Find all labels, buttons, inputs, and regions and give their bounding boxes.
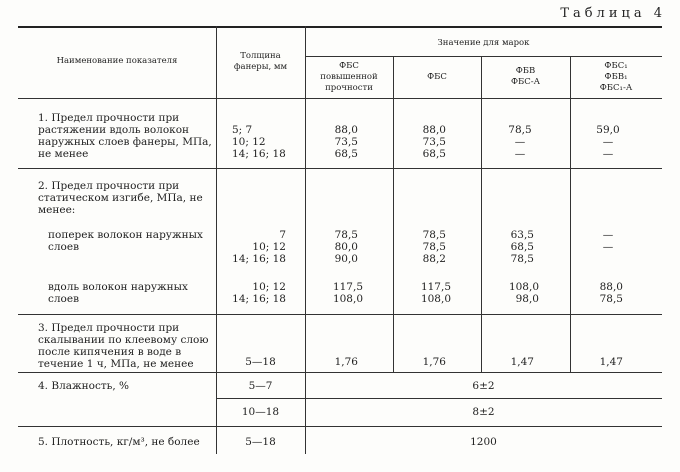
row1-value-brand1: 88,0 73,5 68,5 — [334, 124, 358, 160]
row2-sub1-value-brand2: 78,5 78,5 88,2 — [422, 229, 446, 265]
col-divider-brand3 — [481, 56, 482, 372]
header-brand-fbv: ФБВ ФБС-А — [510, 66, 541, 87]
row1-value-brand4: 59,0 — — — [596, 124, 620, 160]
row4-label: 4. Влажность, % — [38, 380, 130, 392]
col-divider-brand4 — [570, 56, 571, 372]
table-caption: Таблица 4 — [560, 6, 666, 21]
row1-thickness: 5; 7 10; 12 14; 16; 18 — [232, 124, 286, 160]
row5-label: 5. Плотность, кг/м³, не более — [38, 436, 200, 448]
header-thickness: Толщина фанеры, мм — [233, 51, 288, 72]
row2-sub2-value-brand3: 108,0 98,0 — [508, 281, 539, 305]
row2-sub2-label: вдоль волокон наружных слоев — [48, 281, 188, 305]
row3-value-brand4: 1,47 — [599, 356, 623, 368]
row2-label: 2. Предел прочности при статическом изгибе, МПа, не менее: — [38, 180, 203, 216]
row2-bottom-border — [18, 314, 662, 315]
row4-mid-border — [216, 398, 662, 399]
row3-value-brand3: 1,47 — [510, 356, 534, 368]
row4-bottom-border — [18, 426, 662, 427]
header-values-for: Значение для марок — [437, 38, 530, 48]
row2-sub1-value-brand3: 63,5 68,5 78,5 — [510, 229, 534, 265]
row2-sub1-label: поперек волокон наружных слоев — [48, 229, 203, 253]
row4-thickness-a: 5—7 — [248, 380, 273, 392]
row1-label: 1. Предел прочности при растяжении вдоль волокон наружных слоев фанеры, МПа, не менее — [38, 112, 212, 160]
row5-value: 1200 — [470, 436, 497, 448]
row3-thickness: 5—18 — [245, 356, 276, 368]
header-brand-fbs-high: ФБС повышенной прочности — [320, 61, 378, 93]
header-subdivider — [305, 56, 662, 57]
row2-sub2-value-brand4: 88,0 78,5 — [599, 281, 623, 305]
col-divider-brand2 — [393, 56, 394, 372]
row1-bottom-border — [18, 168, 662, 169]
row4-value-a: 6±2 — [472, 380, 495, 392]
row2-sub2-thickness: 10; 12 14; 16; 18 — [232, 281, 286, 305]
row2-sub2-value-brand2: 117,5 108,0 — [420, 281, 451, 305]
row2-sub2-value-brand1: 117,5 108,0 — [332, 281, 363, 305]
row1-value-brand2: 88,0 73,5 68,5 — [422, 124, 446, 160]
table-top-border — [18, 26, 662, 28]
row3-value-brand1: 1,76 — [334, 356, 358, 368]
row2-sub1-value-brand1: 78,5 80,0 90,0 — [334, 229, 358, 265]
row2-sub1-value-brand4: — — — [602, 229, 614, 253]
header-bottom-border — [18, 98, 662, 99]
row3-value-brand2: 1,76 — [422, 356, 446, 368]
header-brand-fbs1: ФБС₁ ФБВ₁ ФБС₁-А — [599, 61, 633, 93]
row2-sub1-thickness: 7 10; 12 14; 16; 18 — [232, 229, 286, 265]
row1-value-brand3: 78,5 — — — [508, 124, 532, 160]
row4-thickness-b: 10—18 — [241, 406, 280, 418]
row3-bottom-border — [18, 372, 662, 373]
row5-thickness: 5—18 — [245, 436, 276, 448]
row3-label: 3. Предел прочности при скалывании по клеевому слою после кипячения в воде в течение 1 ч, МПа, не менее — [38, 322, 209, 370]
header-indicator: Наименование показателя — [56, 56, 178, 66]
header-brand-fbs: ФБС — [427, 72, 447, 82]
row4-value-b: 8±2 — [472, 406, 495, 418]
